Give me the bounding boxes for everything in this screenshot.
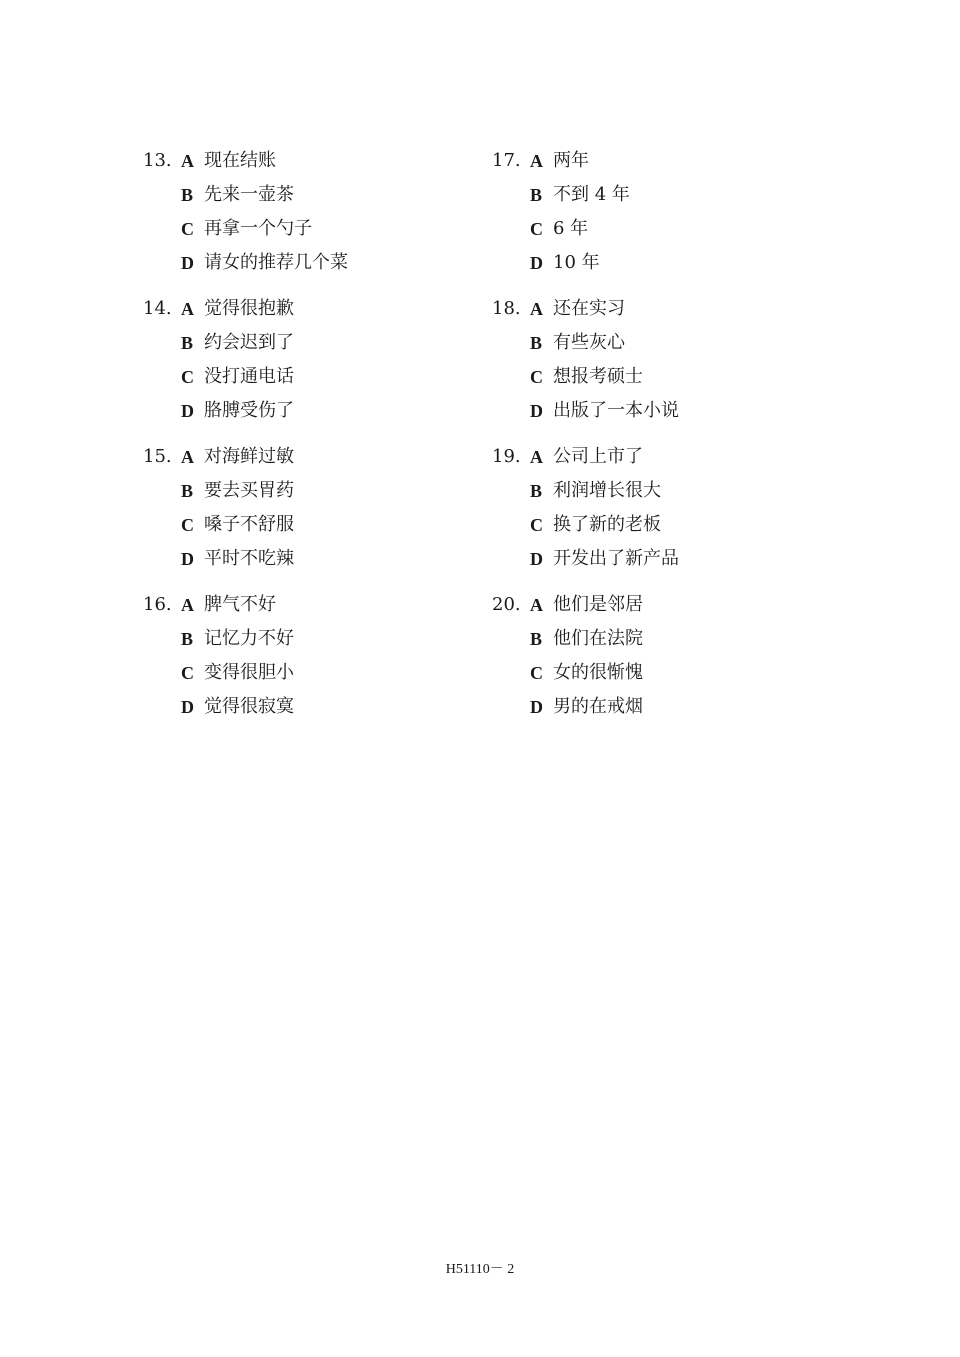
option-text: 出版了一本小说 bbox=[553, 400, 679, 421]
option-letter: B bbox=[181, 629, 194, 649]
option-row bbox=[143, 178, 473, 212]
option-text: 胳膊受伤了 bbox=[204, 400, 294, 421]
option-letter: B bbox=[530, 333, 543, 353]
option-text: 利润增长很大 bbox=[553, 480, 661, 501]
option-row bbox=[492, 440, 822, 474]
option-letter: C bbox=[530, 367, 543, 387]
option-row bbox=[143, 588, 473, 622]
option-letter: C bbox=[530, 515, 543, 535]
option-letter: B bbox=[181, 185, 194, 205]
option-text: 要去买胃药 bbox=[204, 480, 294, 501]
option-letter: C bbox=[530, 663, 543, 683]
option-text: 10 年 bbox=[553, 252, 600, 273]
option-text: 觉得很抱歉 bbox=[204, 298, 294, 319]
option-row bbox=[492, 144, 822, 178]
question-17 bbox=[492, 144, 822, 280]
option-row bbox=[143, 690, 473, 724]
option-letter: A bbox=[530, 595, 543, 615]
option-row bbox=[492, 622, 822, 656]
option-row bbox=[492, 360, 822, 394]
option-text: 变得很胆小 bbox=[204, 662, 294, 683]
question-number: 16. bbox=[143, 594, 172, 615]
option-row bbox=[143, 212, 473, 246]
question-19 bbox=[492, 440, 822, 576]
option-letter: C bbox=[181, 515, 194, 535]
option-letter: D bbox=[530, 549, 543, 569]
option-letter: D bbox=[530, 253, 543, 273]
question-18 bbox=[492, 292, 822, 428]
option-row bbox=[492, 326, 822, 360]
option-row bbox=[492, 246, 822, 280]
option-row bbox=[492, 690, 822, 724]
option-row bbox=[143, 292, 473, 326]
question-number: 20. bbox=[492, 594, 521, 615]
option-letter: C bbox=[181, 663, 194, 683]
option-text: 公司上市了 bbox=[553, 446, 643, 467]
question-number: 13. bbox=[143, 150, 172, 171]
option-letter: A bbox=[181, 299, 194, 319]
option-text: 女的很惭愧 bbox=[553, 662, 643, 683]
option-row bbox=[143, 394, 473, 428]
option-letter: A bbox=[181, 595, 194, 615]
option-text: 他们是邻居 bbox=[553, 594, 643, 615]
option-text: 觉得很寂寞 bbox=[204, 696, 294, 717]
option-letter: B bbox=[530, 185, 543, 205]
option-text: 请女的推荐几个菜 bbox=[204, 252, 348, 273]
option-letter: A bbox=[181, 447, 194, 467]
option-letter: B bbox=[530, 629, 543, 649]
option-letter: D bbox=[181, 401, 194, 421]
option-row bbox=[143, 656, 473, 690]
option-text: 平时不吃辣 bbox=[204, 548, 294, 569]
option-letter: B bbox=[181, 333, 194, 353]
page-footer: H51110－ 2 bbox=[445, 1262, 515, 1277]
option-text: 有些灰心 bbox=[553, 332, 625, 353]
question-16 bbox=[143, 588, 473, 724]
option-text: 换了新的老板 bbox=[553, 514, 661, 535]
option-text: 他们在法院 bbox=[553, 628, 643, 649]
question-number: 17. bbox=[492, 150, 521, 171]
option-row bbox=[492, 474, 822, 508]
option-letter: D bbox=[181, 253, 194, 273]
option-letter: A bbox=[530, 151, 543, 171]
option-letter: A bbox=[530, 299, 543, 319]
option-row bbox=[143, 474, 473, 508]
option-text: 对海鲜过敏 bbox=[204, 446, 294, 467]
question-20 bbox=[492, 588, 822, 724]
option-row bbox=[143, 326, 473, 360]
option-text: 开发出了新产品 bbox=[553, 548, 679, 569]
option-text: 6 年 bbox=[553, 218, 589, 239]
option-letter: D bbox=[530, 401, 543, 421]
option-text: 先来一壶茶 bbox=[204, 184, 294, 205]
option-text: 再拿一个勺子 bbox=[204, 218, 312, 239]
option-row bbox=[143, 508, 473, 542]
option-text: 现在结账 bbox=[204, 150, 276, 171]
option-letter: C bbox=[181, 367, 194, 387]
option-letter: A bbox=[530, 447, 543, 467]
option-row bbox=[143, 360, 473, 394]
option-text: 男的在戒烟 bbox=[553, 696, 643, 717]
option-row bbox=[492, 292, 822, 326]
option-row bbox=[492, 394, 822, 428]
option-text: 两年 bbox=[553, 150, 589, 171]
option-row bbox=[492, 588, 822, 622]
option-text: 还在实习 bbox=[553, 298, 625, 319]
option-letter: B bbox=[181, 481, 194, 501]
option-row bbox=[143, 440, 473, 474]
option-letter: C bbox=[530, 219, 543, 239]
option-text: 脾气不好 bbox=[204, 594, 276, 615]
option-letter: D bbox=[181, 549, 194, 569]
option-letter: A bbox=[181, 151, 194, 171]
option-row bbox=[492, 508, 822, 542]
option-row bbox=[492, 212, 822, 246]
option-row bbox=[143, 246, 473, 280]
question-number: 18. bbox=[492, 298, 521, 319]
option-row bbox=[492, 178, 822, 212]
question-number: 14. bbox=[143, 298, 172, 319]
option-text: 约会迟到了 bbox=[204, 332, 294, 353]
question-14 bbox=[143, 292, 473, 428]
option-letter: B bbox=[530, 481, 543, 501]
option-row bbox=[143, 144, 473, 178]
question-number: 15. bbox=[143, 446, 172, 467]
option-row bbox=[143, 542, 473, 576]
question-15 bbox=[143, 440, 473, 576]
option-text: 嗓子不舒服 bbox=[204, 514, 294, 535]
question-number: 19. bbox=[492, 446, 521, 467]
option-text: 记忆力不好 bbox=[204, 628, 294, 649]
option-letter: C bbox=[181, 219, 194, 239]
option-letter: D bbox=[181, 697, 194, 717]
option-text: 不到 4 年 bbox=[553, 184, 630, 205]
question-13 bbox=[143, 144, 473, 280]
option-text: 想报考硕士 bbox=[553, 366, 643, 387]
option-letter: D bbox=[530, 697, 543, 717]
option-text: 没打通电话 bbox=[204, 366, 294, 387]
option-row bbox=[492, 542, 822, 576]
option-row bbox=[492, 656, 822, 690]
option-row bbox=[143, 622, 473, 656]
